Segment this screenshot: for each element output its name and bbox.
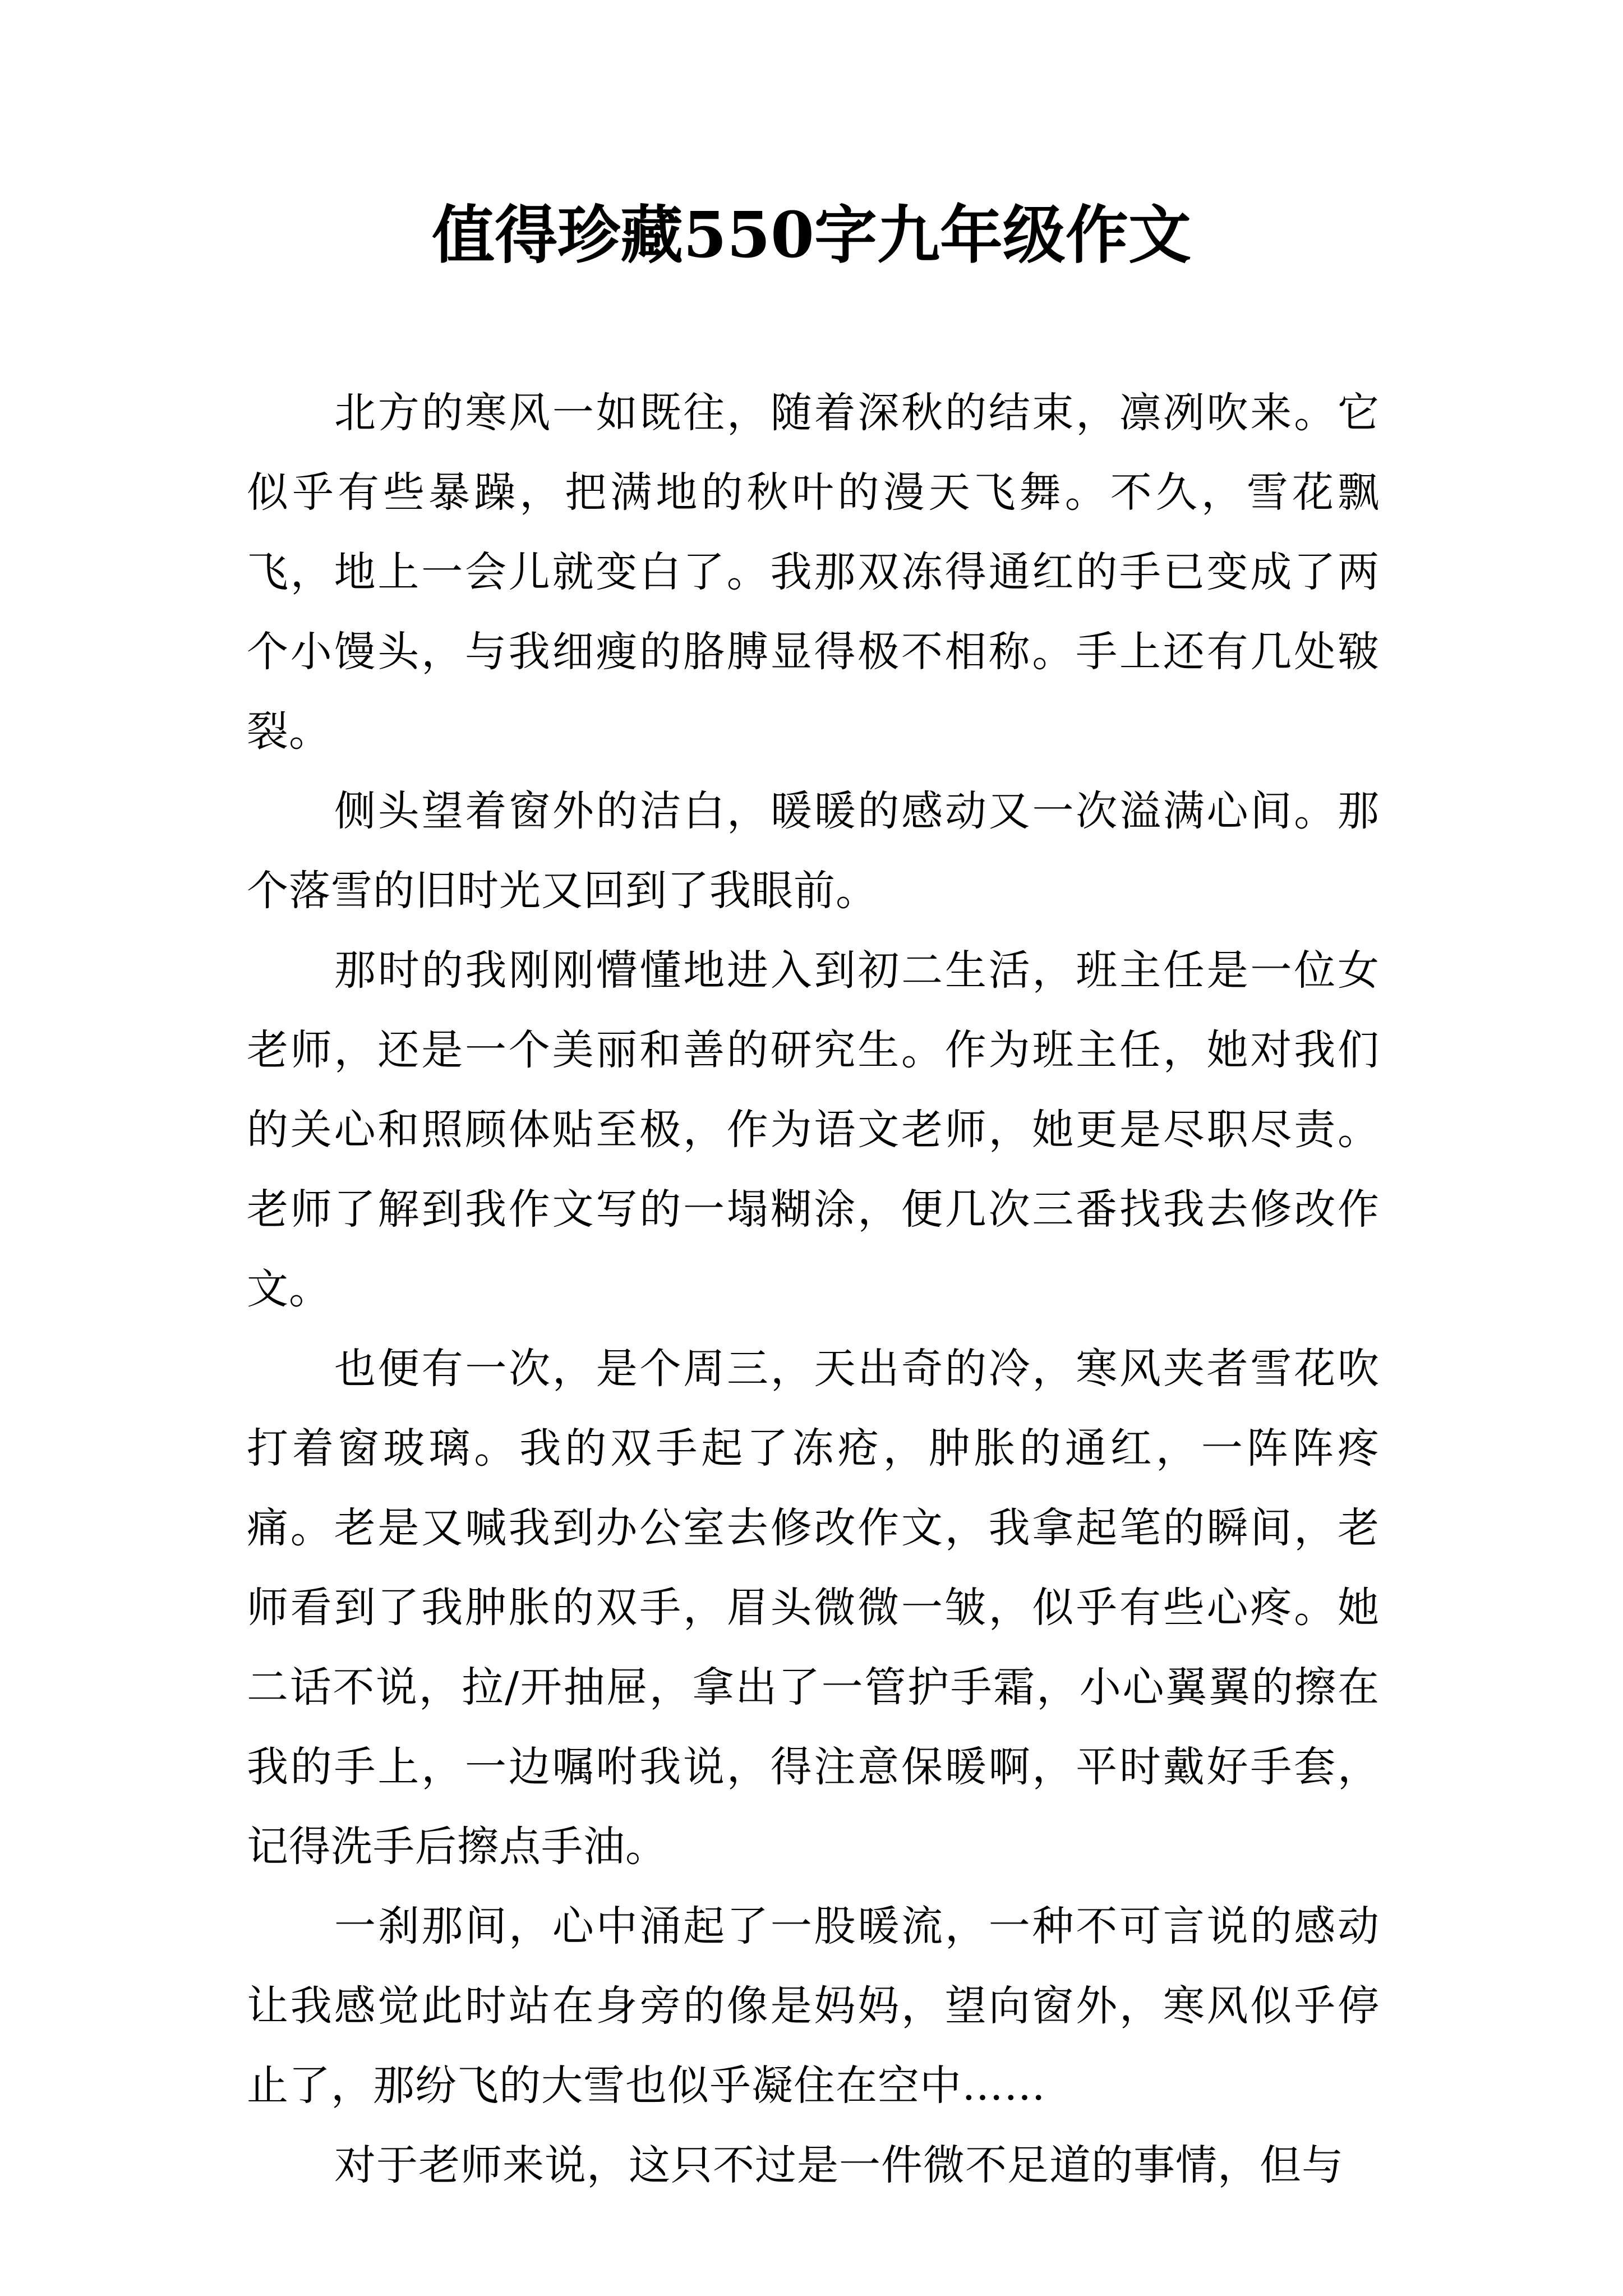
paragraph-6: 对于老师来说，这只不过是一件微不足道的事情，但与 (334, 2141, 1344, 2189)
paragraph-3: 那时的我刚刚懵懂地进入到初二生活，班主任是一位女老师，还是一个美丽和善的研究生。作为班主任，她对我们的关心和照顾体贴至极，作为语文老师，她更是尽职尽责。老师了解到我作文写的一塌糊涂，便几次三番找我去修改作文。 (247, 946, 1380, 1313)
paragraph-1: 北方的寒风一如既往，随着深秋的结束，凛冽吹来。它似乎有些暴躁，把满地的秋叶的漫天飞舞。不久，雪花飘飞，地上一会儿就变白了。我那双冻得通红的手已变成了两个小馒头，与我细瘦的胳膊显得极不相称。手上还有几处皲裂。 (247, 389, 1380, 756)
paragraph-2: 侧头望着窗外的洁白，暖暖的感动又一次溢满心间。那个落雪的旧时光又回到了我眼前。 (247, 787, 1380, 915)
paragraph-5: 一刹那间，心中涌起了一股暖流，一种不可言说的感动让我感觉此时站在身旁的像是妈妈，望向窗外，寒风似乎停止了，那纷飞的大雪也似乎凝住在空中…… (247, 1902, 1380, 2110)
paragraph-4: 也便有一次，是个周三，天出奇的冷，寒风夹者雪花吹打着窗玻璃。我的双手起了冻疮，肿胀的通红，一阵阵疼痛。老是又喊我到办公室去修改作文，我拿起笔的瞬间，老师看到了我肿胀的双手，眉头微微一皱，似乎有些心疼。她二话不说，拉/开抽屉，拿出了一管护手霜，小心翼翼的擦在我的手上，一边嘱咐我说，得注意保暖啊，平时戴好手套，记得洗手后擦点手油。 (247, 1345, 1380, 1871)
document-title: 值得珍藏550字九年级作文 (432, 199, 1191, 272)
document-body (247, 373, 1380, 2205)
